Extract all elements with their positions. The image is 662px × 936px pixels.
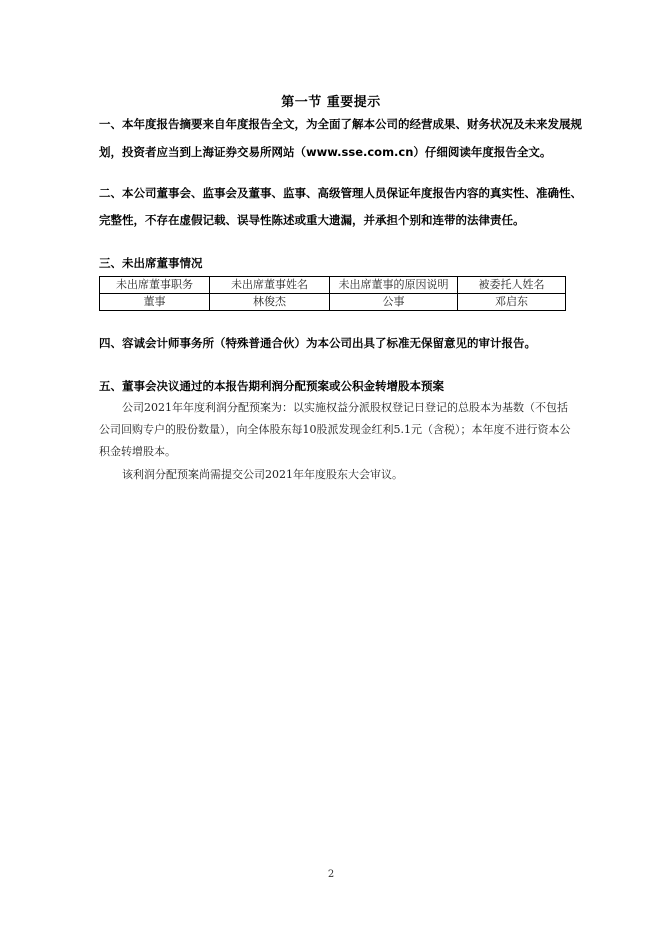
section5-para2: 该利润分配预案尚需提交公司2021年年度股东大会审议。 [122,468,403,481]
section3-heading: 三、未出席董事情况 [99,256,203,270]
section5-para1-line3: 积金转增股本。 [99,445,176,458]
section5-para1-line2: 公司回购专户的股份数量），向全体股东每10股派发现金红利5.1元（含税）；本年度不进行资本公 [99,423,571,436]
table-cell: 邓启东 [458,294,566,311]
table-header-cell: 未出席董事姓名 [210,277,330,294]
table-cell: 林俊杰 [210,294,330,311]
table-cell: 公事 [330,294,458,311]
table-header-cell: 被委托人姓名 [458,277,566,294]
table-header-row [100,277,566,294]
section2-line1: 二、本公司董事会、监事会及董事、监事、高级管理人员保证年度报告内容的真实性、准确性、 [99,186,582,200]
page-title: 第一节 重要提示 [281,95,381,110]
table-header-cell: 未出席董事职务 [100,277,210,294]
section4-line1: 四、容诚会计师事务所（特殊普通合伙）为本公司出具了标准无保留意见的审计报告。 [99,336,536,350]
table-header-cell: 未出席董事的原因说明 [330,277,458,294]
section1-line1: 一、本年度报告摘要来自年度报告全文，为全面了解本公司的经营成果、财务状况及未来发展规 [99,117,582,131]
section1-line2: 划，投资者应当到上海证券交易所网站（www.sse.com.cn）仔细阅读年度报告全文。 [99,145,552,159]
absent-directors-table [99,276,566,311]
section5-heading: 五、董事会决议通过的本报告期利润分配预案或公积金转增股本预案 [99,379,444,393]
table-cell: 董事 [100,294,210,311]
page-number: 2 [327,869,335,880]
table-row [100,294,566,311]
section5-para1-line1: 公司2021年年度利润分配预案为：以实施权益分派股权登记日登记的总股本为基数（不包括 [122,401,568,414]
section2-line2: 完整性，不存在虚假记载、误导性陈述或重大遗漏，并承担个别和连带的法律责任。 [99,213,525,227]
